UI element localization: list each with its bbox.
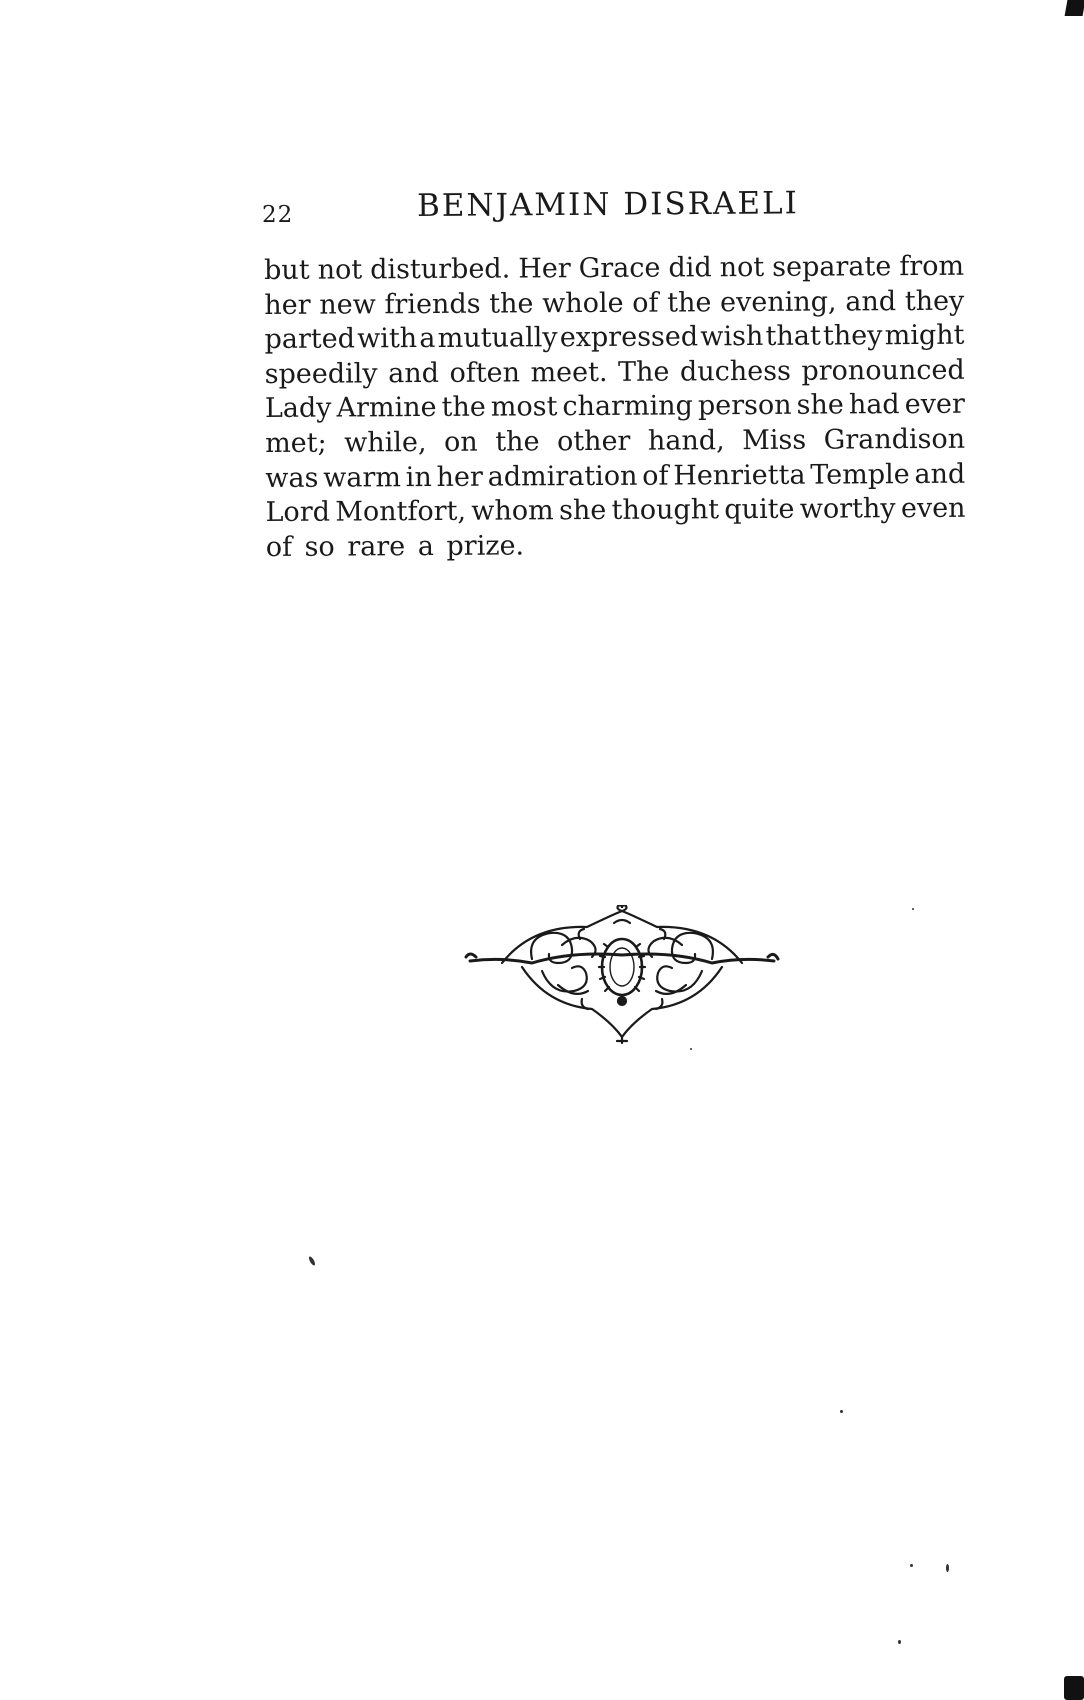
word: of	[642, 460, 669, 492]
scan-artifact	[912, 908, 914, 910]
scan-artifact	[1065, 0, 1084, 16]
page-number: 22	[262, 202, 294, 228]
word: she	[558, 495, 607, 527]
word: they	[904, 285, 965, 317]
word: while,	[344, 426, 427, 459]
word: Lord	[265, 496, 331, 529]
word: ever	[904, 389, 965, 421]
floral-scroll-ornament-icon	[462, 905, 782, 1045]
word: evening,	[720, 286, 837, 318]
word: wish	[700, 321, 764, 353]
word: other	[556, 425, 631, 458]
text-line	[264, 319, 964, 358]
word: charming	[562, 390, 693, 423]
word: The	[617, 356, 670, 388]
word: expressed	[559, 321, 699, 354]
text-line	[264, 250, 964, 289]
scan-artifact	[946, 1564, 949, 1572]
word: duchess	[679, 355, 791, 388]
word: pronounced	[801, 354, 965, 387]
word: warm	[323, 461, 402, 494]
word: often	[449, 357, 521, 389]
text-line	[265, 457, 965, 496]
word: was	[265, 462, 319, 494]
word: on	[443, 426, 478, 458]
word: whom	[471, 495, 554, 527]
word: whole	[542, 287, 624, 319]
scan-artifact	[910, 1564, 913, 1567]
word: and	[914, 458, 966, 490]
word: a	[419, 323, 436, 355]
word: worthy	[799, 493, 896, 525]
scan-artifact	[898, 1640, 901, 1644]
text-line	[265, 423, 965, 462]
word: Lady	[264, 392, 332, 425]
word: most	[490, 391, 558, 423]
word: person	[697, 390, 792, 422]
word: from	[899, 250, 965, 283]
word: with	[357, 323, 418, 355]
scan-artifact	[1064, 1676, 1084, 1700]
word: the	[667, 286, 712, 319]
word: the	[489, 287, 534, 320]
word: hand,	[647, 425, 725, 457]
word: in	[405, 461, 432, 493]
word: Montfort,	[335, 495, 467, 528]
word: of	[632, 287, 659, 319]
word: Henrietta	[673, 459, 806, 492]
word: friends	[384, 288, 481, 320]
word: Grandison	[823, 423, 966, 456]
scan-artifact	[308, 1256, 316, 1267]
word: not	[719, 251, 765, 284]
text-line	[265, 388, 965, 427]
word: had	[848, 389, 900, 421]
word: new	[319, 288, 376, 321]
word: her	[264, 289, 311, 321]
scan-artifact	[840, 1410, 843, 1413]
word: that	[765, 320, 821, 353]
word: the	[441, 392, 486, 424]
word: even	[900, 492, 966, 525]
word: her	[436, 461, 483, 493]
word: the	[495, 426, 540, 458]
word: Armine	[336, 392, 437, 424]
word: they	[822, 320, 883, 352]
word: might	[884, 319, 965, 352]
word: she	[796, 389, 844, 422]
page-header	[262, 185, 962, 228]
word: speedily	[264, 358, 378, 390]
word: separate	[772, 251, 892, 283]
text-line	[265, 492, 965, 531]
word: not	[317, 254, 363, 286]
word: Miss	[742, 424, 807, 457]
word: Temple	[810, 458, 910, 491]
running-head: BENJAMIN DISRAELI	[416, 185, 799, 224]
word: mutually	[437, 322, 558, 355]
word: met;	[265, 427, 327, 459]
word: meet.	[530, 356, 608, 389]
word: Grace	[578, 252, 661, 285]
word: parted	[264, 323, 356, 356]
text-line	[264, 284, 964, 323]
word: did	[668, 252, 712, 284]
word: and	[388, 357, 440, 390]
word: admiration	[487, 460, 638, 493]
scan-artifact	[690, 1048, 692, 1050]
word: Her	[518, 253, 571, 285]
word: quite	[724, 493, 795, 526]
word: thought	[611, 494, 720, 527]
text-line: of so rare a prize.	[265, 530, 525, 563]
body-paragraph	[264, 250, 966, 566]
text-line	[265, 354, 965, 393]
word: but	[264, 254, 310, 286]
word: and	[845, 285, 897, 318]
word: disturbed.	[370, 253, 511, 286]
